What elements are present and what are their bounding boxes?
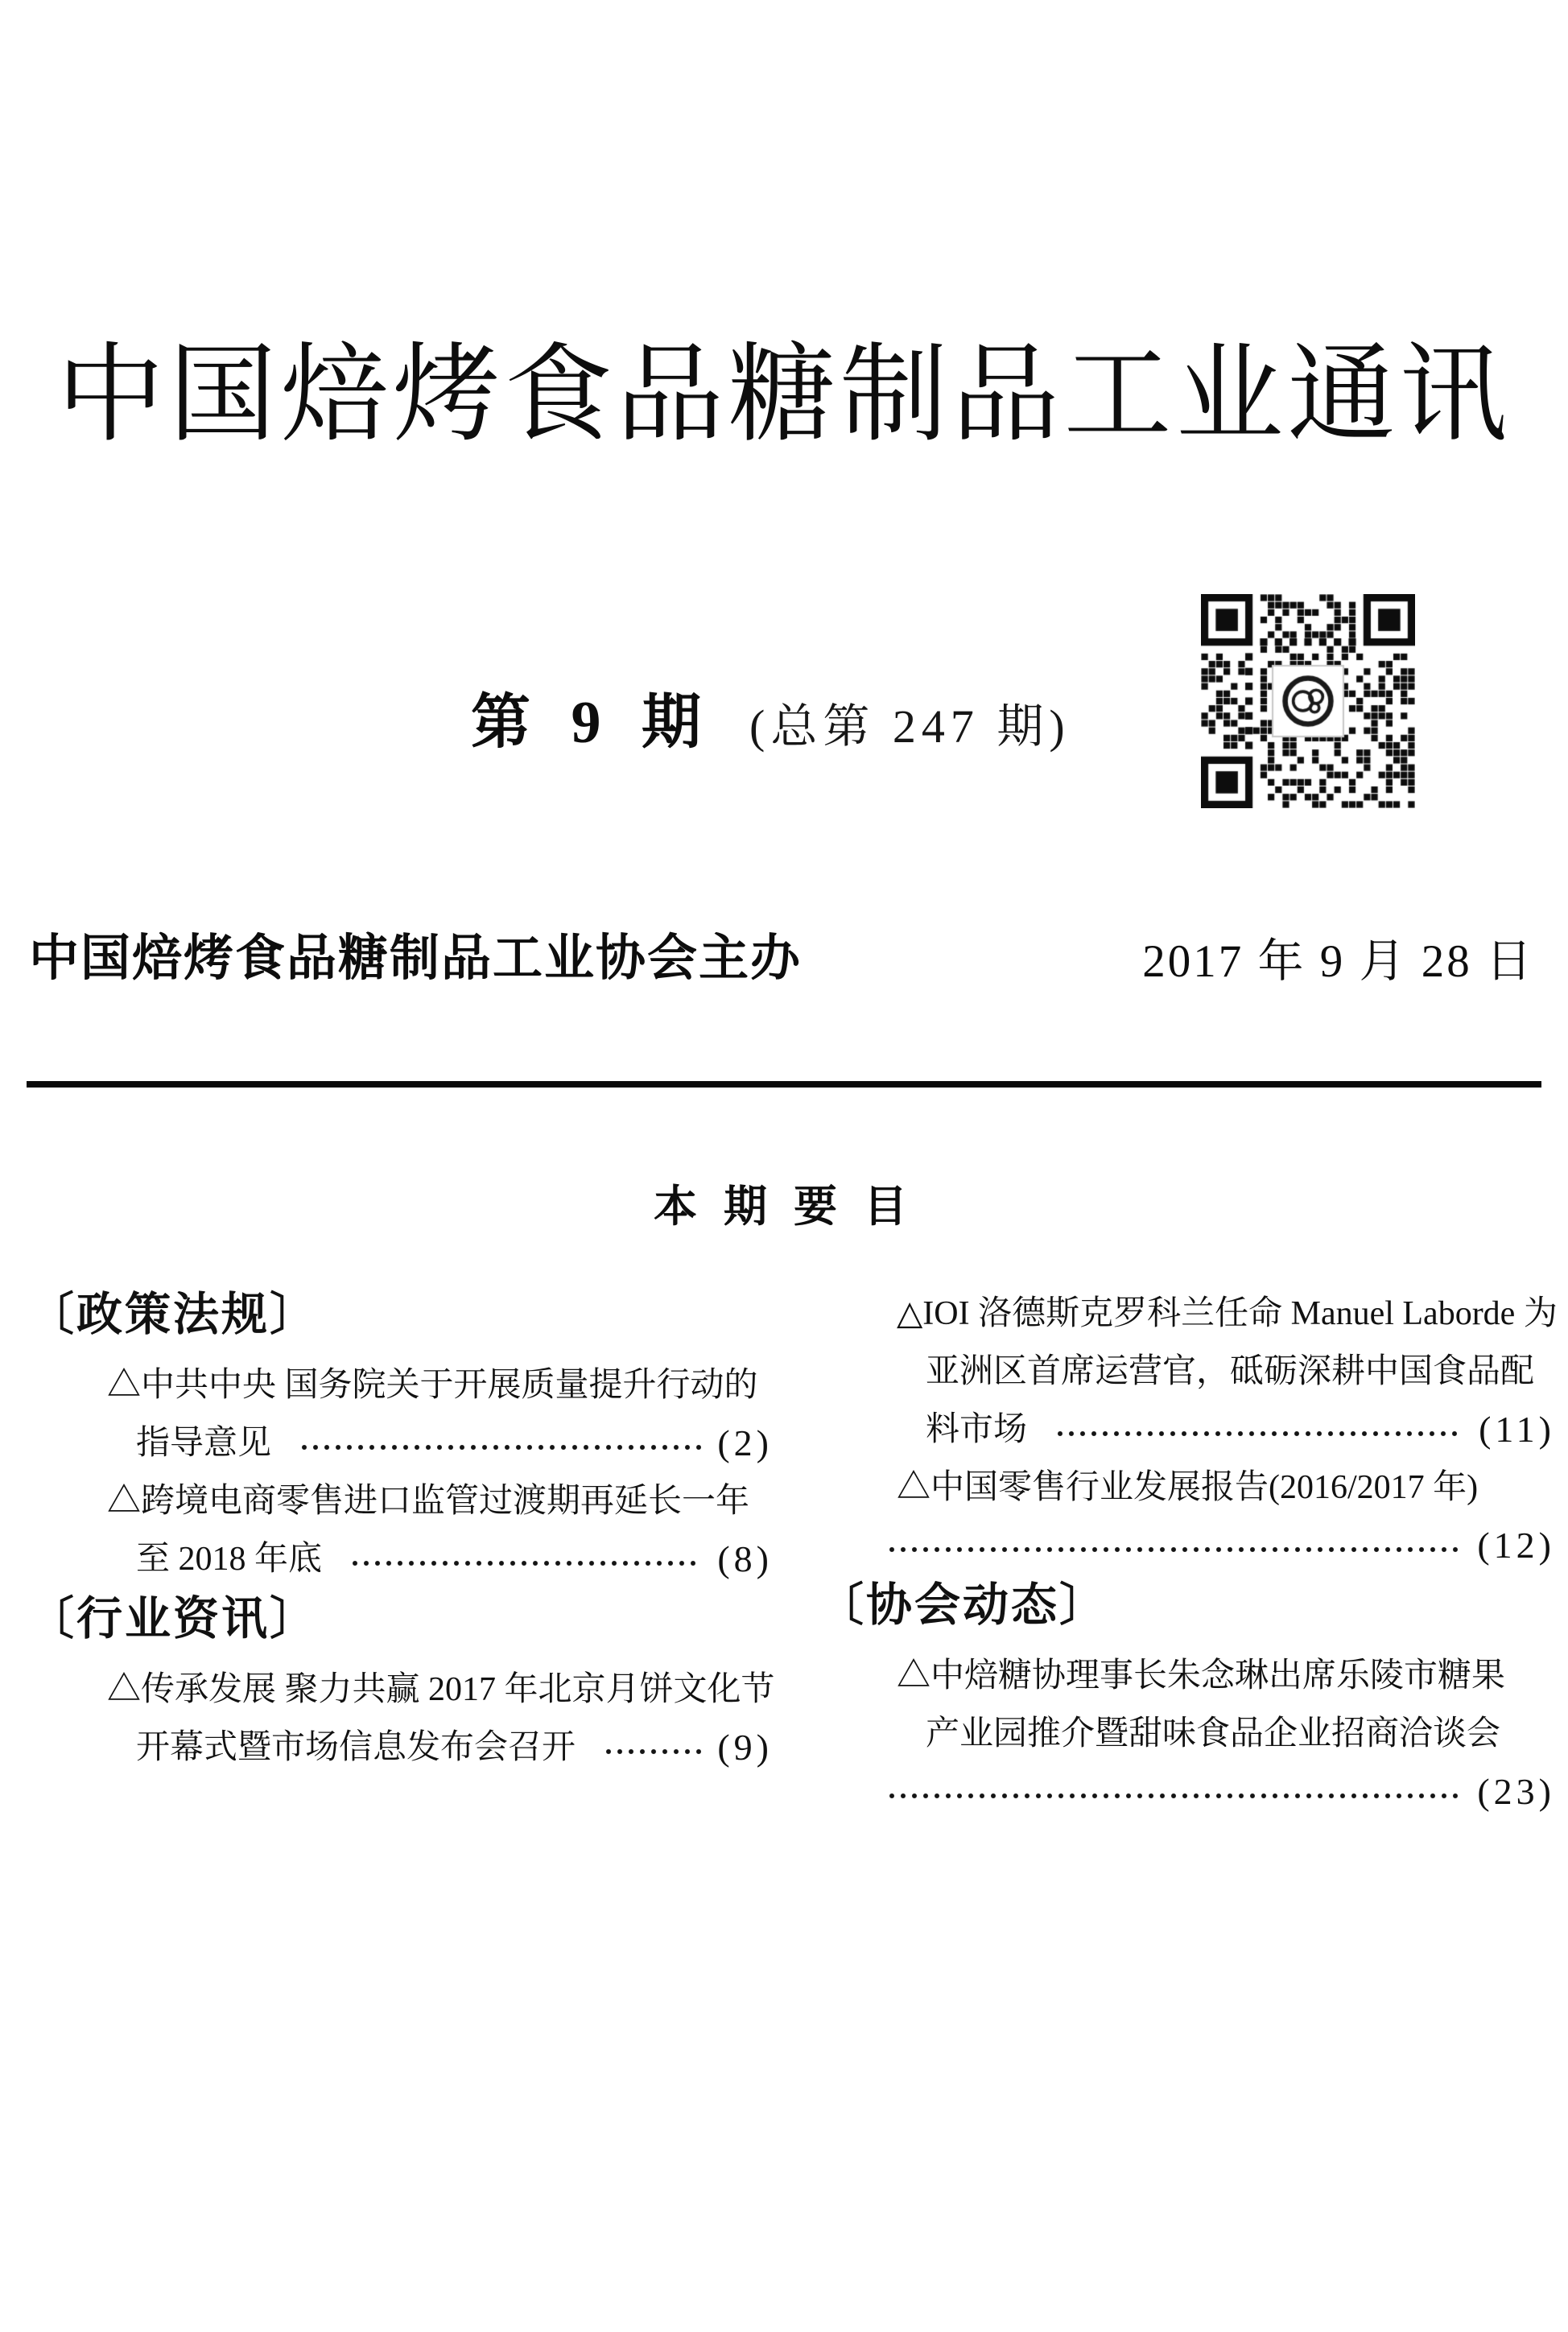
toc-column-right: [818, 1285, 1558, 1821]
toc-section-header: 〔政策法规〕: [28, 1289, 318, 1340]
toc-item: [28, 1356, 773, 1472]
toc-line-text: △跨境电商零售进口监管过渡期再延长一年: [107, 1483, 750, 1520]
toc-line: [818, 1705, 1555, 1763]
dot-leader: [886, 1517, 1461, 1575]
toc-line-text: 产业园推介暨甜味食品企业招商洽谈会: [926, 1715, 1501, 1752]
divider-rule: [27, 1081, 1541, 1088]
toc-line-text: △中焙糖协理事长朱念琳出席乐陵市糖果: [897, 1657, 1506, 1694]
toc-line-text: 开幕式暨市场信息发布会召开: [136, 1729, 576, 1766]
toc-line-text: △中国零售行业发展报告(2016/2017 年): [897, 1469, 1479, 1506]
toc-item: [818, 1285, 1558, 1459]
toc-item: [28, 1661, 773, 1777]
toc-item: [818, 1647, 1555, 1821]
toc-section-header: 〔协会动态〕: [818, 1579, 1108, 1631]
toc-line-text: 指导意见: [136, 1425, 272, 1462]
toc-line: [818, 1343, 1555, 1401]
toc-line-text: 料市场: [926, 1411, 1028, 1448]
dot-leader: [886, 1763, 1461, 1821]
toc-section-header: 〔行业资讯〕: [28, 1593, 318, 1645]
page-number: (12): [1477, 1525, 1555, 1566]
issue-number: 第 9 期: [471, 690, 714, 756]
toc-line: [818, 1763, 1555, 1821]
toc-line: [818, 1401, 1555, 1459]
toc-line-text: 至 2018 年底: [136, 1541, 323, 1578]
toc-line: [818, 1647, 1555, 1705]
page-number: (8): [717, 1538, 773, 1579]
publication-date: 2017 年 9 月 28 日: [1142, 936, 1534, 987]
page-number: (2): [717, 1422, 773, 1463]
toc-line-text: △IOI 洛德斯克罗科兰任命 Manuel Laborde 为: [897, 1295, 1558, 1332]
toc-line: [28, 1414, 773, 1472]
toc-line-text: △传承发展 聚力共赢 2017 年北京月饼文化节: [107, 1671, 775, 1708]
dot-leader: [299, 1414, 701, 1472]
page-title: 中国焙烤食品糖制品工业通讯: [56, 336, 1512, 455]
dot-leader: [349, 1530, 701, 1588]
toc-line: [28, 1661, 773, 1719]
toc-line-text: 亚洲区首席运营官，砥砺深耕中国食品配: [926, 1353, 1535, 1390]
issue-row: [471, 675, 1071, 760]
page-number: (9): [717, 1727, 773, 1768]
contents-heading: 本 期 要 目: [653, 1183, 914, 1231]
toc-line: [28, 1719, 773, 1777]
toc-item: [818, 1459, 1555, 1575]
toc-line-text: △中共中央 国务院关于开展质量提升行动的: [107, 1367, 758, 1404]
issue-total-number: (总第 247 期): [749, 700, 1071, 753]
toc-line: [28, 1530, 773, 1588]
toc-line: [818, 1285, 1558, 1343]
page-number: (23): [1477, 1771, 1555, 1812]
publisher-line: 中国焙烤食品糖制品工业协会主办: [29, 931, 803, 986]
qr-code-icon: [1201, 594, 1415, 808]
page-number: (11): [1479, 1409, 1555, 1450]
toc-line: [818, 1517, 1555, 1575]
toc-item: [28, 1472, 773, 1588]
dot-leader: [603, 1719, 701, 1777]
toc-column-left: [28, 1284, 773, 1777]
dot-leader: [1054, 1401, 1463, 1459]
toc-line: [818, 1459, 1555, 1517]
toc-line: [28, 1472, 773, 1530]
toc-line: [28, 1356, 773, 1414]
